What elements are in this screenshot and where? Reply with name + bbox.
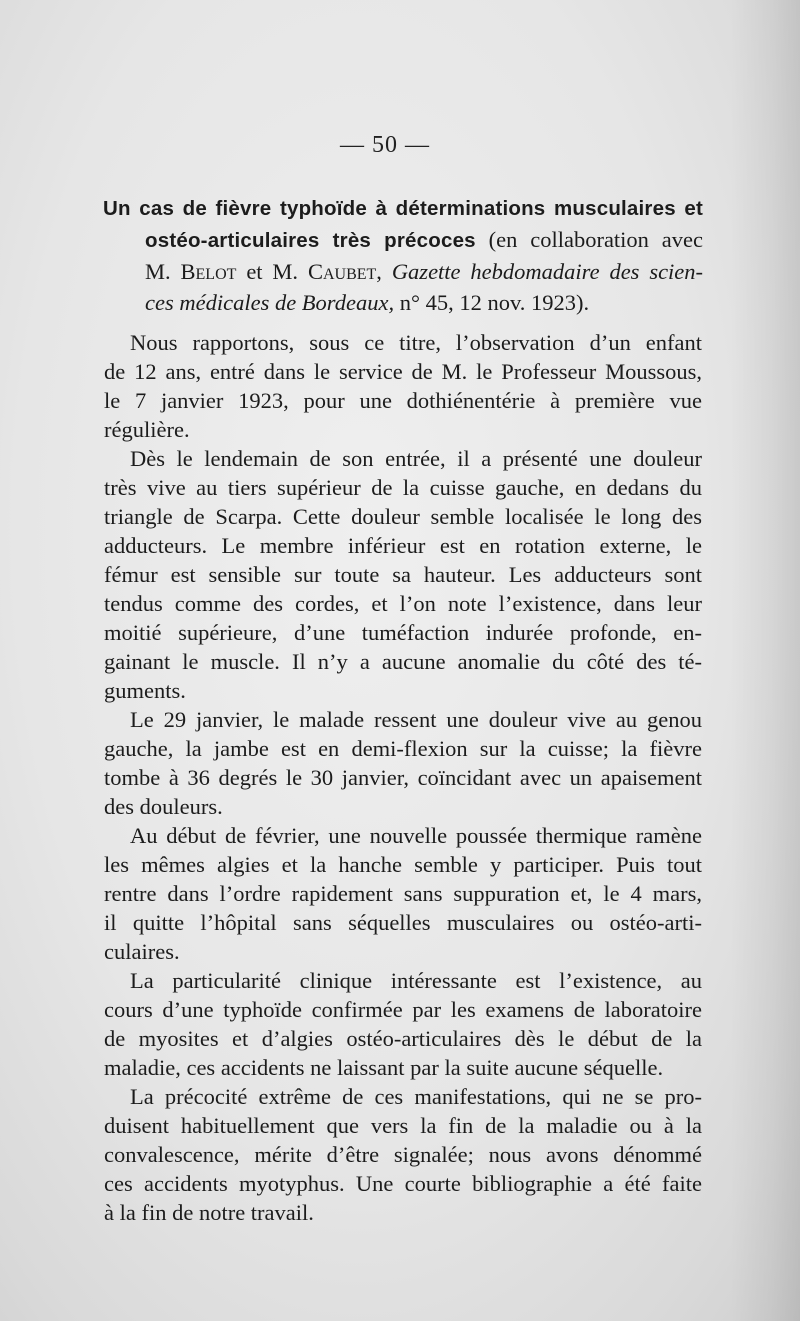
text-line: moitié supérieure, d’une tuméfaction indurée profonde, en-: [104, 620, 702, 645]
text-line: maladie, ces accidents ne laissant par la suite aucune séquelle.: [104, 1055, 664, 1080]
text-line: culaires.: [104, 939, 180, 964]
text-line: adducteurs. Le membre inférieur est en rotation externe, le: [104, 533, 702, 558]
text-line: de 12 ans, entré dans le service de M. le Professeur Moussous,: [104, 359, 702, 384]
entry-title-line-1: [103, 192, 703, 224]
text-line: guments.: [104, 678, 186, 703]
text-line: très vive au tiers supérieur de la cuisse gauche, en dedans du: [104, 475, 702, 500]
paragraph-observation: [104, 328, 702, 444]
page-edge-shadow: [730, 0, 800, 1321]
entry-title: Un cas de fièvre typhoïde à déterminations musculaires et: [103, 197, 703, 220]
text-line: Dès le lendemain de son entrée, il a présenté une douleur: [130, 446, 702, 471]
paragraph-conclusion: [104, 1082, 702, 1227]
text-line: tombe à 36 degrés le 30 janvier, coïncidant avec un apaisement: [104, 765, 702, 790]
text-line: à la fin de notre travail.: [104, 1200, 314, 1225]
entry-title-line-2: [103, 224, 703, 256]
collaboration-note: (en collaboration avec: [488, 227, 703, 252]
author-caubet: Caubet,: [307, 259, 382, 284]
text-line: convalescence, mérite d’être signalée; nous avons dénommé: [104, 1142, 702, 1167]
text-line: rentre dans l’ordre rapidement sans suppuration et, le 4 mars,: [104, 881, 702, 906]
text-line: le 7 janvier 1923, pour une dothiénentérie à première vue: [104, 388, 702, 413]
text-line: de myosites et d’algies ostéo-articulaires dès le début de la: [104, 1026, 702, 1051]
text-line: tendus comme des cordes, et l’on note l’existence, dans leur: [104, 591, 702, 616]
text-line: ces accidents myotyphus. Une courte bibliographie a été faite: [104, 1171, 702, 1196]
entry-title-continued: ostéo-articulaires très précoces: [145, 229, 476, 252]
author-prefix-1: M.: [145, 259, 171, 284]
text-line: Au début de février, une nouvelle poussée thermique ramène: [130, 823, 702, 848]
text-line: fémur est sensible sur toute sa hauteur. Les adducteurs sont: [104, 562, 702, 587]
citation-details: n° 45, 12 nov. 1923).: [399, 290, 590, 315]
text-line: gauche, la jambe est en demi-flexion sur la cuisse; la fièvre: [104, 736, 702, 761]
text-line: Nous rapportons, sous ce titre, l’observation d’un enfant: [130, 330, 702, 355]
text-line: des douleurs.: [104, 794, 223, 819]
author-conjunction: et M.: [246, 259, 299, 284]
author-belot: Belot: [180, 259, 237, 284]
paragraph-particularity: [104, 966, 702, 1082]
journal-name-part-2: ces médicales de Bordeaux,: [145, 290, 395, 315]
journal-name-part-1: Gazette hebdomadaire des scien-: [391, 259, 704, 284]
entry-authors-line: [103, 256, 703, 287]
paragraph-february: [104, 821, 702, 966]
text-line: Le 29 janvier, le malade ressent une douleur vive au genou: [130, 707, 702, 732]
text-line: les mêmes algies et la hanche semble y participer. Puis tout: [104, 852, 702, 877]
paragraph-knee: [104, 705, 702, 821]
bibliographic-entry: [103, 192, 703, 318]
text-line: il quitte l’hôpital sans séquelles musculaires ou ostéo-arti-: [104, 910, 702, 935]
text-line: La précocité extrême de ces manifestations, qui ne se pro-: [130, 1084, 702, 1109]
text-line: La particularité clinique intéressante est l’existence, au: [130, 968, 702, 993]
paragraph-symptoms: [104, 444, 702, 705]
text-line: triangle de Scarpa. Cette douleur semble localisée le long des: [104, 504, 702, 529]
text-line: gainant le muscle. Il n’y a aucune anomalie du côté des té-: [104, 649, 702, 674]
page-number: — 50 —: [340, 132, 430, 158]
body-text: [104, 328, 702, 1227]
text-line: duisent habituellement que vers la fin de la maladie ou à la: [104, 1113, 702, 1138]
text-line: cours d’une typhoïde confirmée par les examens de laboratoire: [104, 997, 702, 1022]
text-line: régulière.: [104, 417, 190, 442]
entry-citation-line: [103, 287, 703, 318]
